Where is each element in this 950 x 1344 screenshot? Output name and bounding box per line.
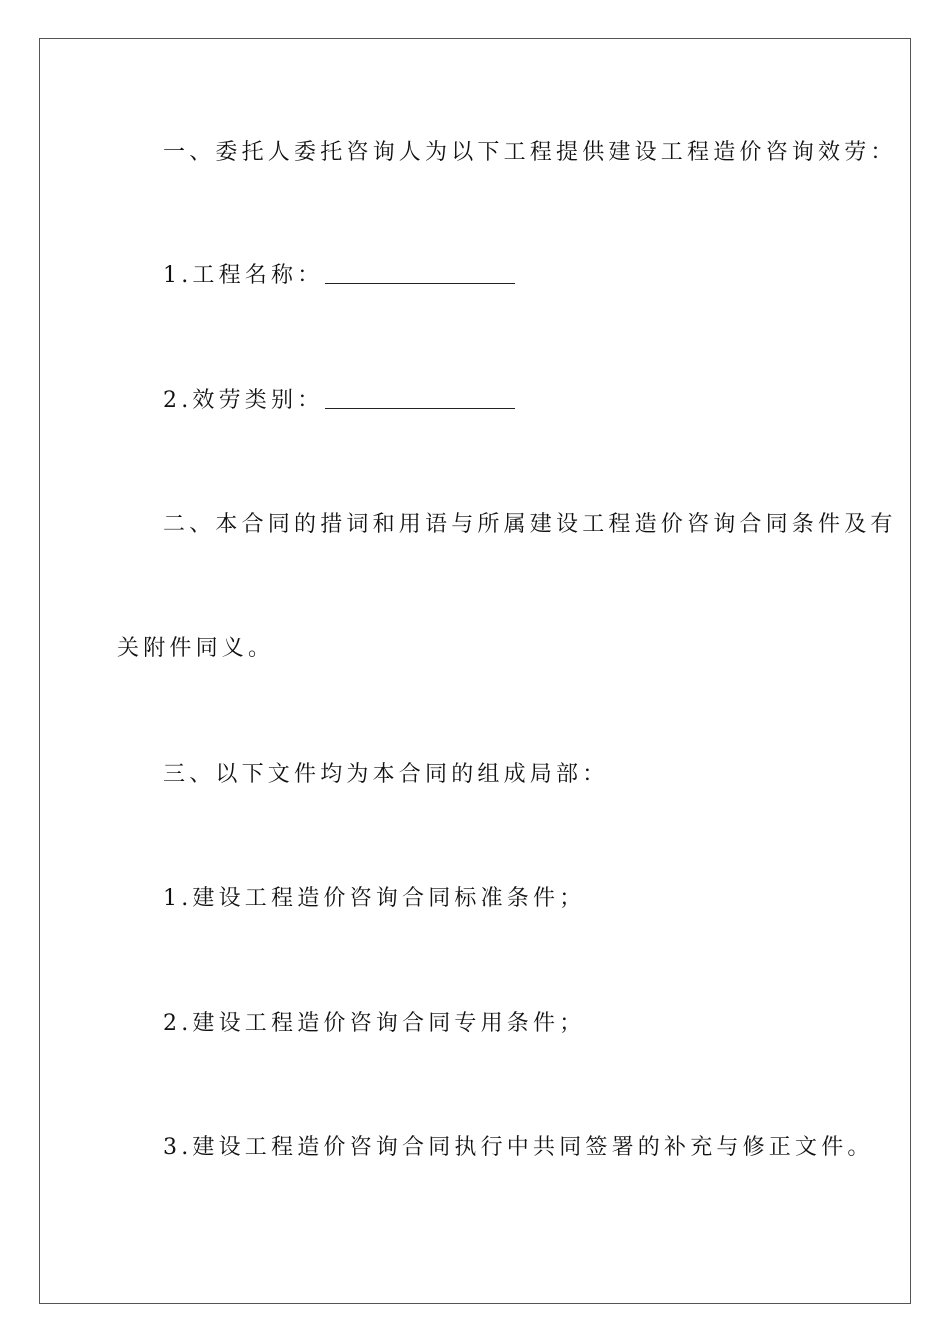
list-item-standard-conditions: 1.建设工程造价咨询合同标准条件； xyxy=(163,886,586,911)
clause-two-line-2: 关附件同义。 xyxy=(117,636,275,661)
clause-two-line-1: 二、本合同的措词和用语与所属建设工程造价咨询合同条件及有 xyxy=(163,512,897,537)
service-type-blank xyxy=(325,386,515,409)
service-type-label: 2.效劳类别： xyxy=(163,388,324,413)
service-type-row xyxy=(163,386,515,416)
list-item-special-conditions: 2.建设工程造价咨询合同专用条件； xyxy=(163,1011,586,1036)
clause-three: 三、以下文件均为本合同的组成局部： xyxy=(163,762,609,787)
list-item-supplementary-documents: 3.建设工程造价咨询合同执行中共同签署的补充与修正文件。 xyxy=(163,1135,874,1160)
page-border xyxy=(39,38,911,1304)
project-name-blank xyxy=(325,261,515,284)
project-name-row xyxy=(163,261,515,291)
clause-one: 一、委托人委托咨询人为以下工程提供建设工程造价咨询效劳： xyxy=(163,140,897,165)
project-name-label: 1.工程名称： xyxy=(163,263,324,288)
